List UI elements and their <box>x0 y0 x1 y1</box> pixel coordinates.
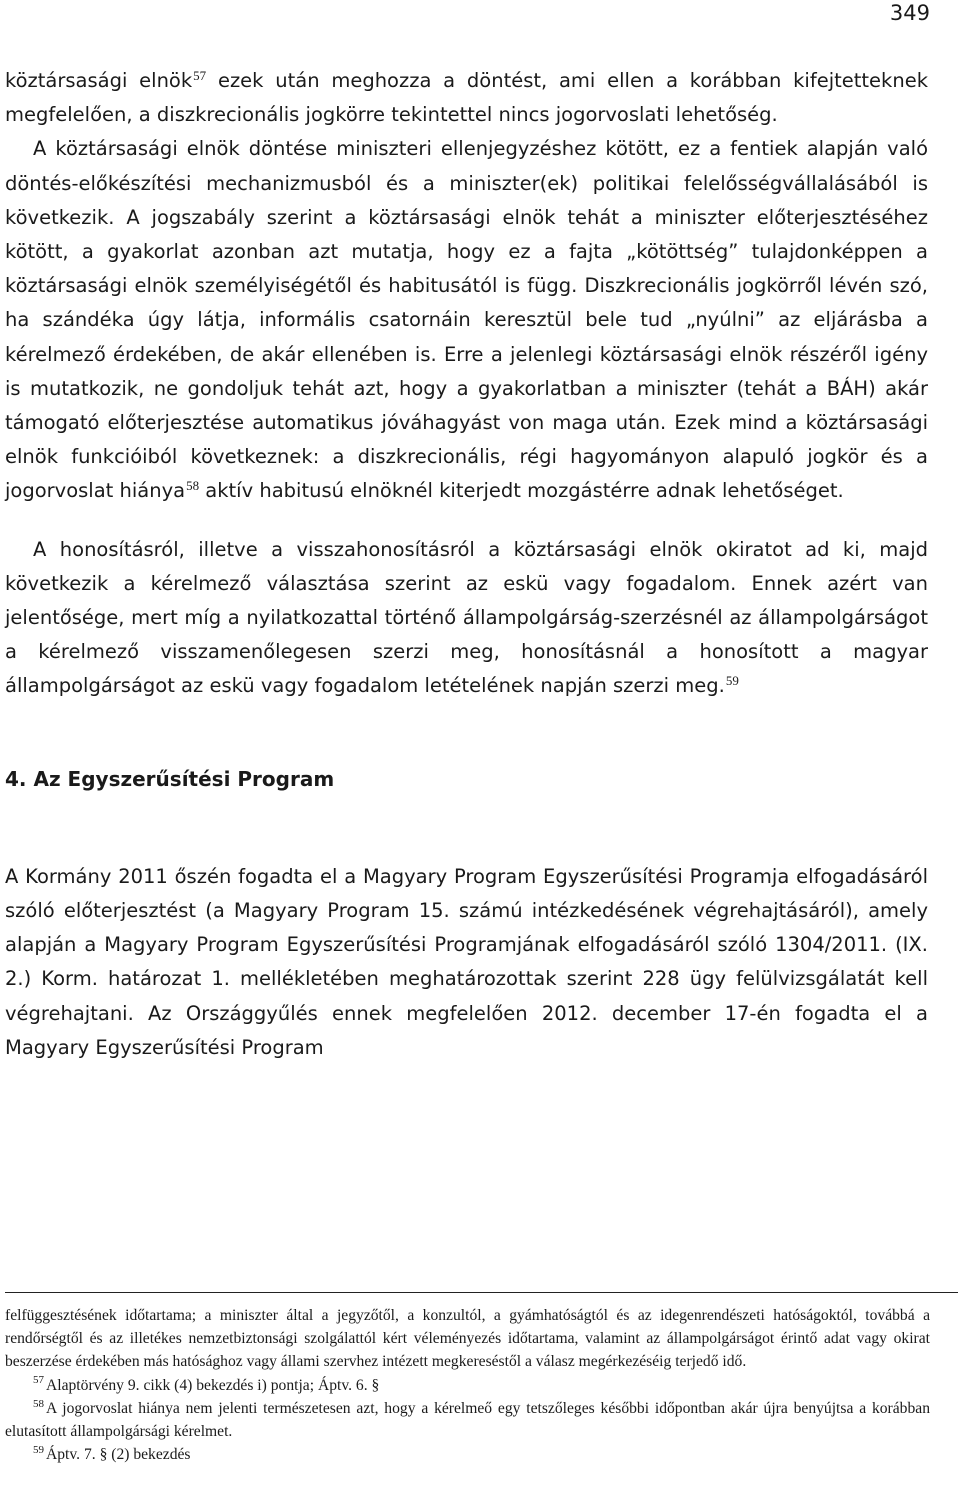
footnote-text: Alaptörvény 9. cikk (4) bekezdés i) pontja; Áptv. 6. § <box>46 1376 380 1394</box>
paragraph-3-text: A honosításról, illetve a visszahonosításról a köztársasági elnök okiratot ad ki, majd következik a kérelmező választása szerint az eskü vagy fogadalom. Ennek azért van jelentősége, mert míg a nyilatkozattal történő állampolgárság-szerzésnél az állampolgárságot a kérelmező visszamenőlegesen szerzi meg, honosításnál a honosított a magyar állampolgárságot az eskü vagy fogadalom letételének napján szerzi meg. <box>5 537 928 698</box>
main-text <box>5 64 928 1065</box>
footnote-continuation: felfüggesztésének időtartama; a miniszter által a jegyzőtől, a konzultól, a gyámhatóságtól és az idegenrendészeti hatóságoktól, továbbá a rendőrségtől és az illetékes nemzetbiztonsági szolgálattól kért véleményezés időtartama, valamint az állampolgárságot érintő adat vagy okirat beszerzése érdekében más hatósághoz vagy állami szervhez intézett megkereséstől a válasz megérkezéséig terjedő idő. <box>5 1307 930 1371</box>
footnote-number: 58 <box>33 1397 44 1410</box>
page-number: 349 <box>889 1 930 25</box>
footnotes <box>5 1304 930 1466</box>
paragraph-4: A Kormány 2011 őszén fogadta el a Magyary Program Egyszerűsítési Programja elfogadásáról szóló előterjesztést (a Magyary Program 15. számú intézkedésének végrehajtásáról), amely alapján a Magyary Program Egyszerűsítési Programjának elfogadásáról szóló 1304/2011. (IX. 2.) Korm. határozat 1. mellékletében meghatározottak szerint 228 ügy felülvizsgálatát kell végrehajtani. Az Országgyűlés ennek megfelelően 2012. december 17-én fogadta el a Magyary Egyszerűsítési Program <box>5 864 928 1059</box>
footnote-number: 59 <box>33 1444 44 1457</box>
footnote-ref-57: 57 <box>193 67 207 83</box>
footnote-text: A jogorvoslat hiánya nem jelenti természetesen azt, hogy a kérelmeő egy tetszőleges későbbi időpontban akár újra benyújtsa a korábban elutasított állampolgársági kérelmet. <box>5 1399 930 1441</box>
paragraph-1 <box>5 64 928 132</box>
paragraph-1-text-b: ezek után meghozza a döntést, ami ellen a korábban kifejtetteknek megfelelően, a diszkrecionális jogkörre tekintettel nincs jogorvoslati lehetőség. <box>5 69 928 127</box>
footnote-ref-58: 58 <box>186 477 200 493</box>
footnote-separator <box>5 1292 958 1293</box>
footnote-ref-59: 59 <box>725 672 739 688</box>
paragraph-2-text-a: A köztársasági elnök döntése miniszteri ellenjegyzéshez kötött, ez a fentiek alapján való döntés-előkészítési mechanizmusból és a miniszter(ek) politikai felelősségvállalásából is következik. A jogszabály szerint a köztársasági elnök tehát a miniszter előterjesztéséhez kötött, a gyakorlat azonban azt mutatja, hogy ez a fajta „kötöttség” tulajdonképpen a köztársasági elnök személyiségétől és habitusától is függ. Diszkrecionális jogkörről lévén szó, ha szándéka úgy látja, informális csatornáin keresztül bele tud „nyúlni” az eljárásba a kérelmező érdekében, de akár ellenében is. Erre a jelenlegi köztársasági elnök részéről igény is mutatkozik, ne gondoljuk tehát azt, hogy a gyakorlatban a miniszter (tehát a BÁH) akár támogató előterjesztése automatikus jóváhagyást von maga után. Ezek mind a köztársasági elnök funkcióiból következnek: a diszkrecionális, régi hagyományon alapuló jogkör és a jogorvoslat hiánya <box>5 137 928 503</box>
footnote-number: 57 <box>33 1374 44 1387</box>
footnote-text: Áptv. 7. § (2) bekezdés <box>46 1446 191 1464</box>
section-heading: 4. Az Egyszerűsítési Program <box>5 766 335 791</box>
paragraph-1-text-a: köztársasági elnök <box>5 69 193 92</box>
footnote-57 <box>5 1374 930 1397</box>
paragraph-2 <box>5 132 928 508</box>
footnote-58 <box>5 1397 930 1443</box>
paragraph-3 <box>5 533 928 704</box>
paragraph-2-text-b: aktív habitusú elnöknél kiterjedt mozgástérre adnak lehetőséget. <box>199 479 844 503</box>
footnote-59 <box>5 1443 930 1466</box>
